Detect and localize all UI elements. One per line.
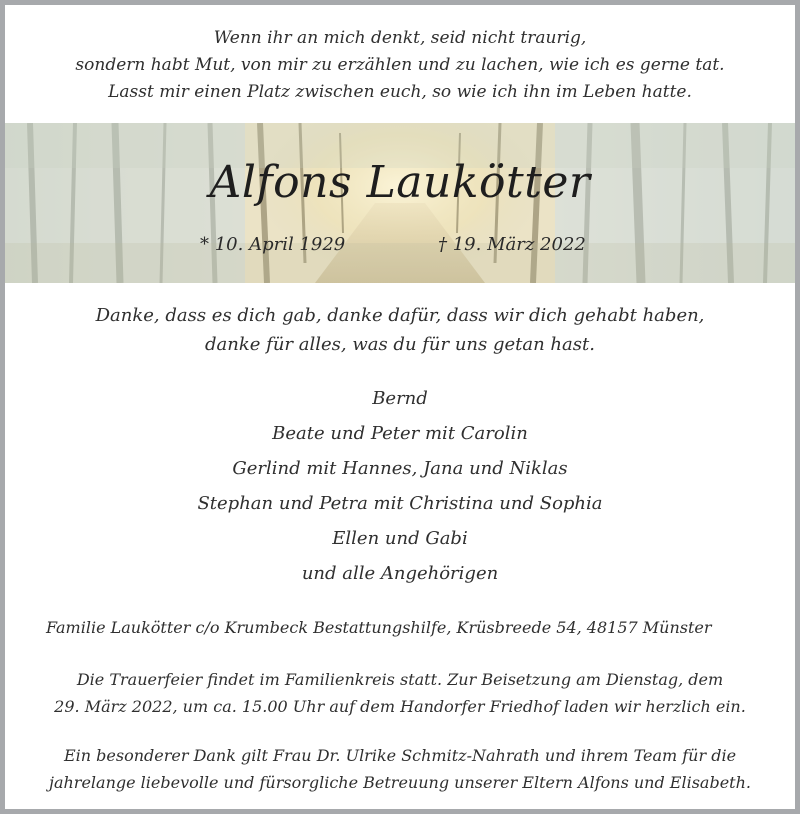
acknowledgement-line: jahrelange liebevolle und fürsorgliche Betreuung unserer Eltern Alfons und Elisabeth. (48, 773, 751, 792)
thanks-line: danke für alles, was du für uns getan hast. (205, 334, 595, 355)
acknowledgement (5, 742, 795, 796)
deceased-name: Alfons Laukötter (209, 157, 591, 208)
poem-line: Wenn ihr an mich denkt, seid nicht traurig, (213, 28, 587, 48)
thanks-verse (5, 301, 795, 359)
funeral-line: 29. März 2022, um ca. 15.00 Uhr auf dem Handorfer Friedhof laden wir herzlich ein. (54, 697, 746, 716)
poem-line: sondern habt Mut, von mir zu erzählen und zu lachen, wie ich es gerne tat. (75, 55, 725, 75)
mourners-list (5, 381, 795, 591)
mourner-name: Beate und Peter mit Carolin (272, 423, 528, 444)
funeral-notice (5, 666, 795, 720)
thanks-line: Danke, dass es dich gab, danke dafür, dass wir dich gehabt haben, (95, 305, 705, 326)
mourner-name: Gerlind mit Hannes, Jana und Niklas (232, 458, 568, 479)
death-date: † 19. März 2022 (438, 234, 586, 255)
poem-line: Lasst mir einen Platz zwischen euch, so wie ich ihn im Leben hatte. (108, 82, 692, 102)
mourner-name: und alle Angehörigen (301, 563, 499, 584)
mourner-name: Bernd (372, 388, 428, 409)
funeral-line: Die Trauerfeier findet im Familienkreis statt. Zur Beisetzung am Dienstag, dem (76, 670, 724, 689)
mourner-name: Ellen und Gabi (332, 528, 468, 549)
poem (5, 25, 795, 106)
acknowledgement-line: Ein besonderer Dank gilt Frau Dr. Ulrike Schmitz-Nahrath und ihrem Team für die (63, 746, 737, 765)
birth-date: * 10. April 1929 (200, 234, 346, 255)
forest-banner (5, 123, 795, 283)
contact-address: Familie Laukötter c/o Krumbeck Bestattungshilfe, Krüsbreede 54, 48157 Münster (46, 618, 712, 637)
mourner-name: Stephan und Petra mit Christina und Sophia (197, 493, 603, 514)
